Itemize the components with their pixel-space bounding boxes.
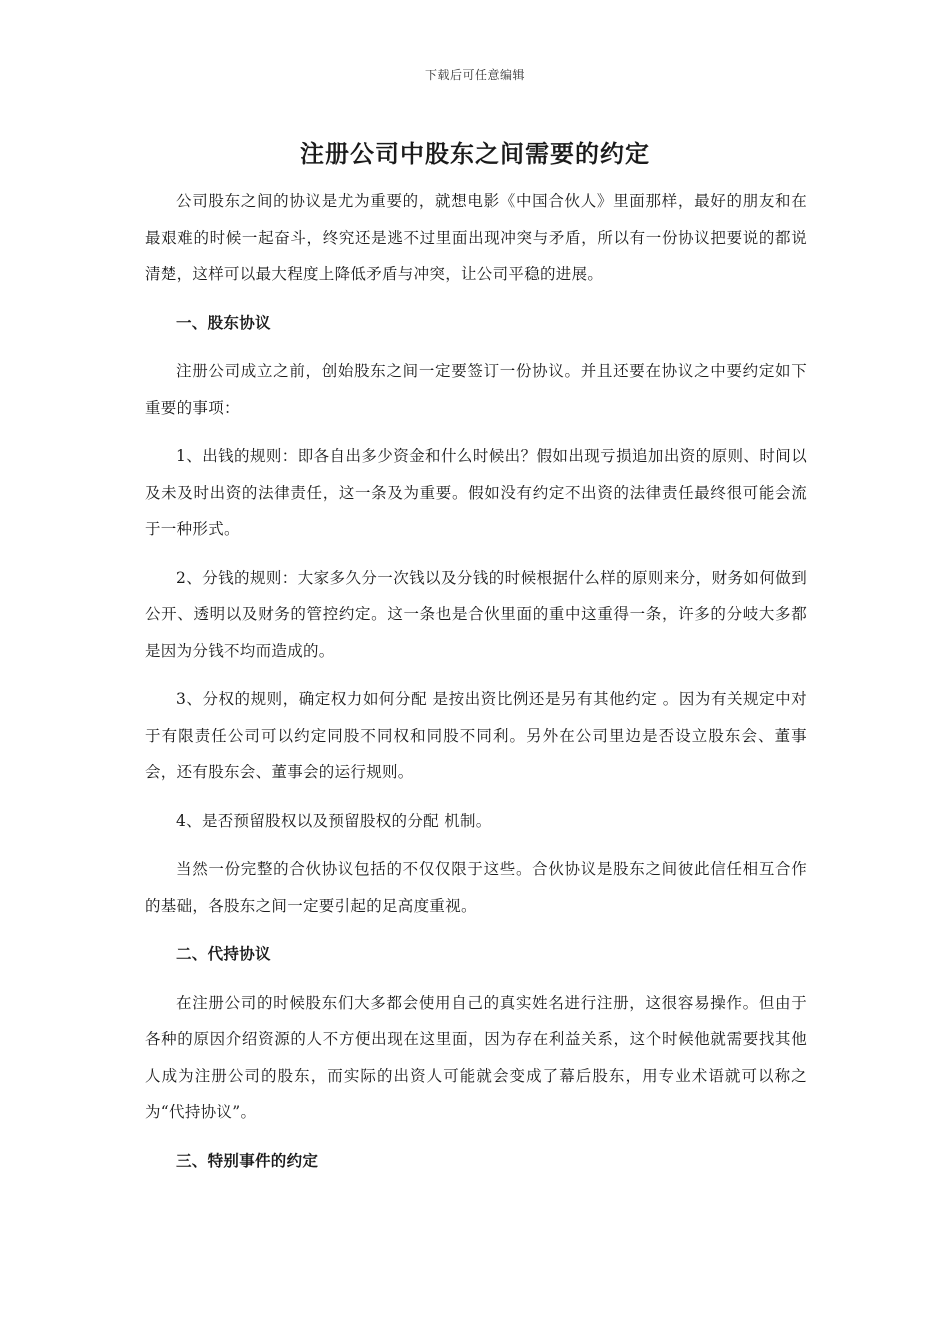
header-note: 下载后可任意编辑: [424, 68, 525, 82]
intro-paragraph: 公司股东之间的协议是尤为重要的，就想电影《中国合伙人》里面那样，最好的朋友和在最艰难的时候一起奋斗，终究还是逃不过里面出现冲突与矛盾，所以有一份协议把要说的都说清楚，这样可以最大程度上降低矛盾与冲突，让公司平稳的进展。: [145, 192, 807, 283]
list-item-reserved-equity: 4、是否预留股权以及预留股权的分配 机制。: [176, 811, 492, 830]
section1-paragraph: 注册公司成立之前，创始股东之间一定要签订一份协议。并且还要在协议之中要约定如下重要的事项：: [145, 362, 807, 417]
section-heading-nominee-agreement: 二、代持协议: [176, 945, 271, 963]
document-title: 注册公司中股东之间需要的约定: [300, 139, 650, 168]
document-body: [145, 183, 807, 1191]
list-item-power-rules: 3、分权的规则，确定权力如何分配 是按出资比例还是另有其他约定 。因为有关规定中对于有限责任公司可以约定同股不同权和同股不同利。另外在公司里边是否设立股东会、董事会，还有股东会、董事会的运行规则。: [145, 690, 807, 781]
section-heading-shareholder-agreement: 一、股东协议: [176, 313, 271, 332]
section1-closing-paragraph: 当然一份完整的合伙协议包括的不仅仅限于这些。合伙协议是股东之间彼此信任相互合作的基础，各股东之间一定要引起的足高度重视。: [145, 860, 807, 915]
section-heading-special-events: 三、特别事件的约定: [176, 1151, 319, 1170]
section2-paragraph: 在注册公司的时候股东们大多都会使用自己的真实姓名进行注册，这很容易操作。但由于各种的原因介绍资源的人不方便出现在这里面，因为存在利益关系，这个时候他就需要找其他人成为注册公司的股东，而实际的出资人可能就会变成了幕后股东，用专业术语就可以称之为“代持协议”。: [145, 993, 807, 1121]
list-item-funding-rules: 1、出钱的规则：即各自出多少资金和什么时候出？假如出现亏损追加出资的原则、时间以及未及时出资的法律责任，这一条及为重要。假如没有约定不出资的法律责任最终很可能会流于一种形式。: [145, 447, 807, 538]
list-item-profit-rules: 2、分钱的规则：大家多久分一次钱以及分钱的时候根据什么样的原则来分，财务如何做到公开、透明以及财务的管控约定。这一条也是合伙里面的重中这重得一条，许多的分岐大多都是因为分钱不均而造成的。: [145, 568, 807, 660]
